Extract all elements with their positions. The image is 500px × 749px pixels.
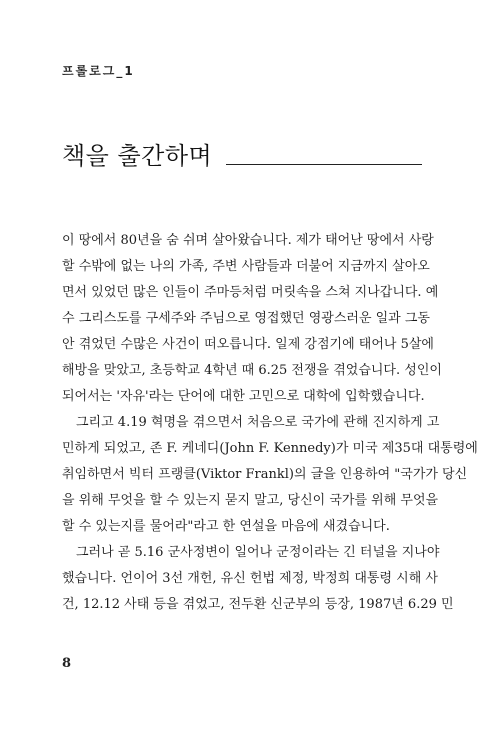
- body-line: 취임하면서 빅터 프랭클(Viktor Frankl)의 글을 인용하여 "국가가 당신: [62, 467, 468, 482]
- body-line: 할 수 있는지를 물어라"라고 한 연설을 마음에 새겼습니다.: [62, 519, 390, 534]
- body-line: 면서 있었던 많은 인들이 주마등처럼 머릿속을 스쳐 지나갑니다. 예: [62, 285, 439, 300]
- page-number: 8: [62, 656, 72, 671]
- body-line: 민하게 되었고, 존 F. 케네디(John F. Kennedy)가 미국 제35대 대통령에: [62, 441, 478, 456]
- chapter-title-row: [62, 137, 422, 171]
- body-line-paragraph-start: 그러나 곧 5.16 군사정변이 일어나 군정이라는 긴 터널을 지나야: [76, 545, 440, 560]
- body-line: 해방을 맞았고, 초등학교 4학년 때 6.25 전쟁을 겪었습니다. 성인이: [62, 363, 442, 378]
- body-line: 을 위해 무엇을 할 수 있는지 묻지 말고, 당신이 국가를 위해 무엇을: [62, 493, 439, 508]
- body-line: 할 수밖에 없는 나의 가족, 주변 사람들과 더불어 지금까지 살아오: [62, 259, 430, 274]
- chapter-title: 책을 출간하며: [62, 142, 213, 170]
- body-line: 건, 12.12 사태 등을 겪었고, 전두환 신군부의 등장, 1987년 6.29 민: [62, 597, 454, 612]
- title-underline-rule: [226, 164, 422, 165]
- body-line: 되어서는 '자유'라는 단어에 대한 고민으로 대학에 입학했습니다.: [62, 389, 425, 404]
- section-label: 프롤로그_1: [62, 64, 135, 78]
- body-text: [62, 228, 478, 618]
- body-line: 수 그리스도를 구세주와 주님으로 영접했던 영광스러운 일과 그동: [62, 311, 430, 326]
- body-line: 안 겪었던 수많은 사건이 떠오릅니다. 일제 강점기에 태어나 5살에: [62, 337, 434, 352]
- body-line: 이 땅에서 80년을 숨 쉬며 살아왔습니다. 제가 태어난 땅에서 사랑: [62, 233, 434, 248]
- body-line-paragraph-start: 그리고 4.19 혁명을 겪으면서 처음으로 국가에 관해 진지하게 고: [76, 415, 440, 430]
- body-line: 했습니다. 언이어 3선 개헌, 유신 헌법 제정, 박정희 대통령 시해 사: [62, 571, 438, 586]
